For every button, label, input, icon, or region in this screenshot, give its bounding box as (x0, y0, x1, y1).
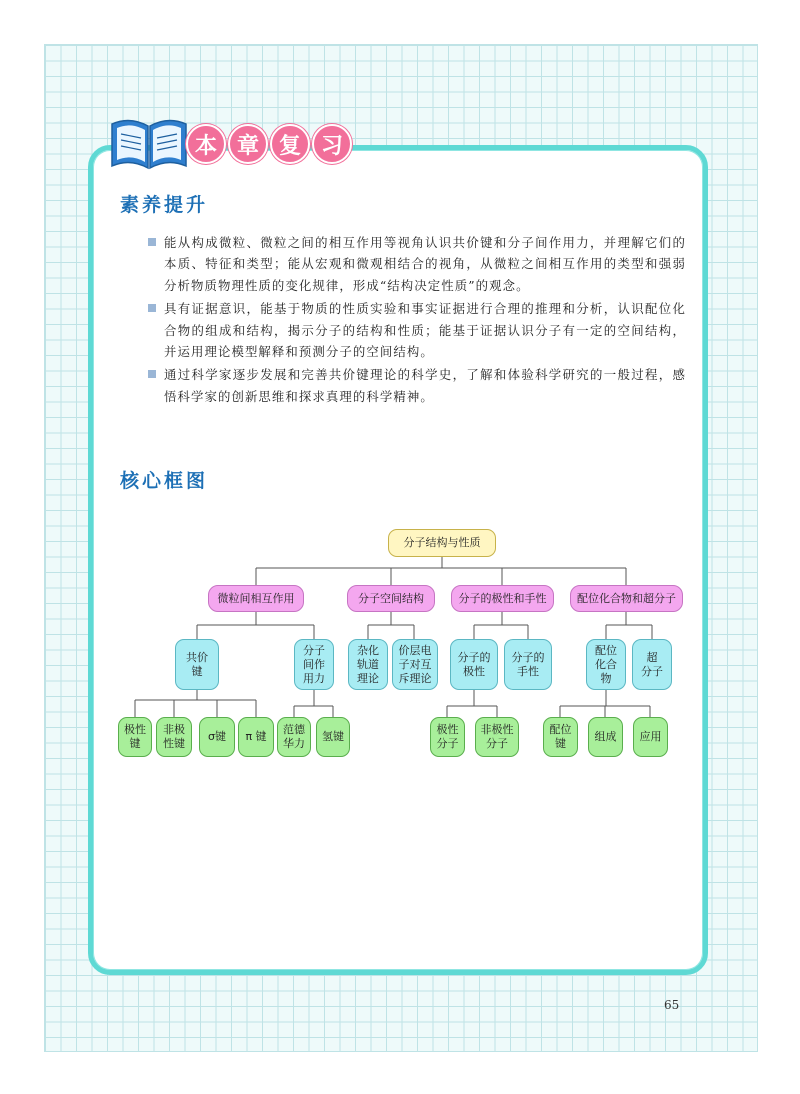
node-polarity-chirality: 分子的极性和手性 (451, 585, 554, 612)
section-title-core-diagram: 核心框图 (120, 470, 209, 492)
bullet-text: 具有证据意识，能基于物质的性质实验和事实证据进行合理的推理和分析，认识配位化合物的组成和结构，揭示分子的结构和性质；能基于证据认识分子有一定的空间结构，并运用理论模型解释和预测分子的空间结构。 (164, 301, 686, 360)
literacy-bullet-list (148, 232, 686, 409)
bullet-square-icon (148, 304, 156, 312)
node-coordination-supramolecule: 配位化合物和超分子 (570, 585, 683, 612)
node-coordination-compound: 配位 化合 物 (586, 639, 626, 690)
list-item (148, 364, 686, 407)
node-hybrid-orbital-theory: 杂化 轨道 理论 (348, 639, 388, 690)
bullet-text: 能从构成微粒、微粒之间的相互作用等视角认识共价键和分子间作用力，并理解它们的本质、特征和类型；能从宏观和微观相结合的视角，从微粒之间相互作用的类型和强弱分析物质物理性质的变化规律，形成“结构决定性质”的观念。 (164, 235, 686, 293)
node-intermolecular-force: 分子 间作 用力 (294, 639, 334, 690)
list-item (148, 232, 686, 296)
node-hydrogen-bond: 氢键 (316, 717, 350, 757)
title-char: 本 (186, 124, 226, 164)
node-application: 应用 (633, 717, 668, 757)
bullet-square-icon (148, 370, 156, 378)
open-book-icon (108, 112, 190, 172)
node-supramolecule: 超 分子 (632, 639, 672, 690)
node-polar-bond: 极性 键 (118, 717, 152, 757)
title-char: 习 (312, 124, 352, 164)
node-covalent-bond: 共价 键 (175, 639, 219, 690)
node-molecular-chirality: 分子的 手性 (504, 639, 552, 690)
node-nonpolar-bond: 非极 性键 (156, 717, 192, 757)
node-pi-bond: π 键 (238, 717, 274, 757)
node-molecular-spatial-structure: 分子空间结构 (347, 585, 435, 612)
title-char: 复 (270, 124, 310, 164)
title-char: 章 (228, 124, 268, 164)
node-molecular-polarity: 分子的 极性 (450, 639, 498, 690)
node-sigma-bond: σ键 (199, 717, 235, 757)
node-van-der-waals: 范德 华力 (277, 717, 311, 757)
chapter-review-title (186, 124, 352, 164)
list-item (148, 298, 686, 362)
node-polar-molecule: 极性 分子 (430, 717, 465, 757)
section-title-literacy: 素养提升 (120, 194, 209, 216)
node-coordinate-bond: 配位 键 (543, 717, 578, 757)
node-composition: 组成 (588, 717, 623, 757)
node-vsepr-theory: 价层电 子对互 斥理论 (392, 639, 438, 690)
node-interparticle-interactions: 微粒间相互作用 (208, 585, 304, 612)
node-root-molecular-structure: 分子结构与性质 (388, 529, 496, 557)
bullet-text: 通过科学家逐步发展和完善共价键理论的科学史，了解和体验科学研究的一般过程，感悟科学家的创新思维和探求真理的科学精神。 (164, 367, 686, 404)
page-number: 65 (664, 998, 680, 1012)
bullet-square-icon (148, 238, 156, 246)
node-nonpolar-molecule: 非极性 分子 (475, 717, 519, 757)
